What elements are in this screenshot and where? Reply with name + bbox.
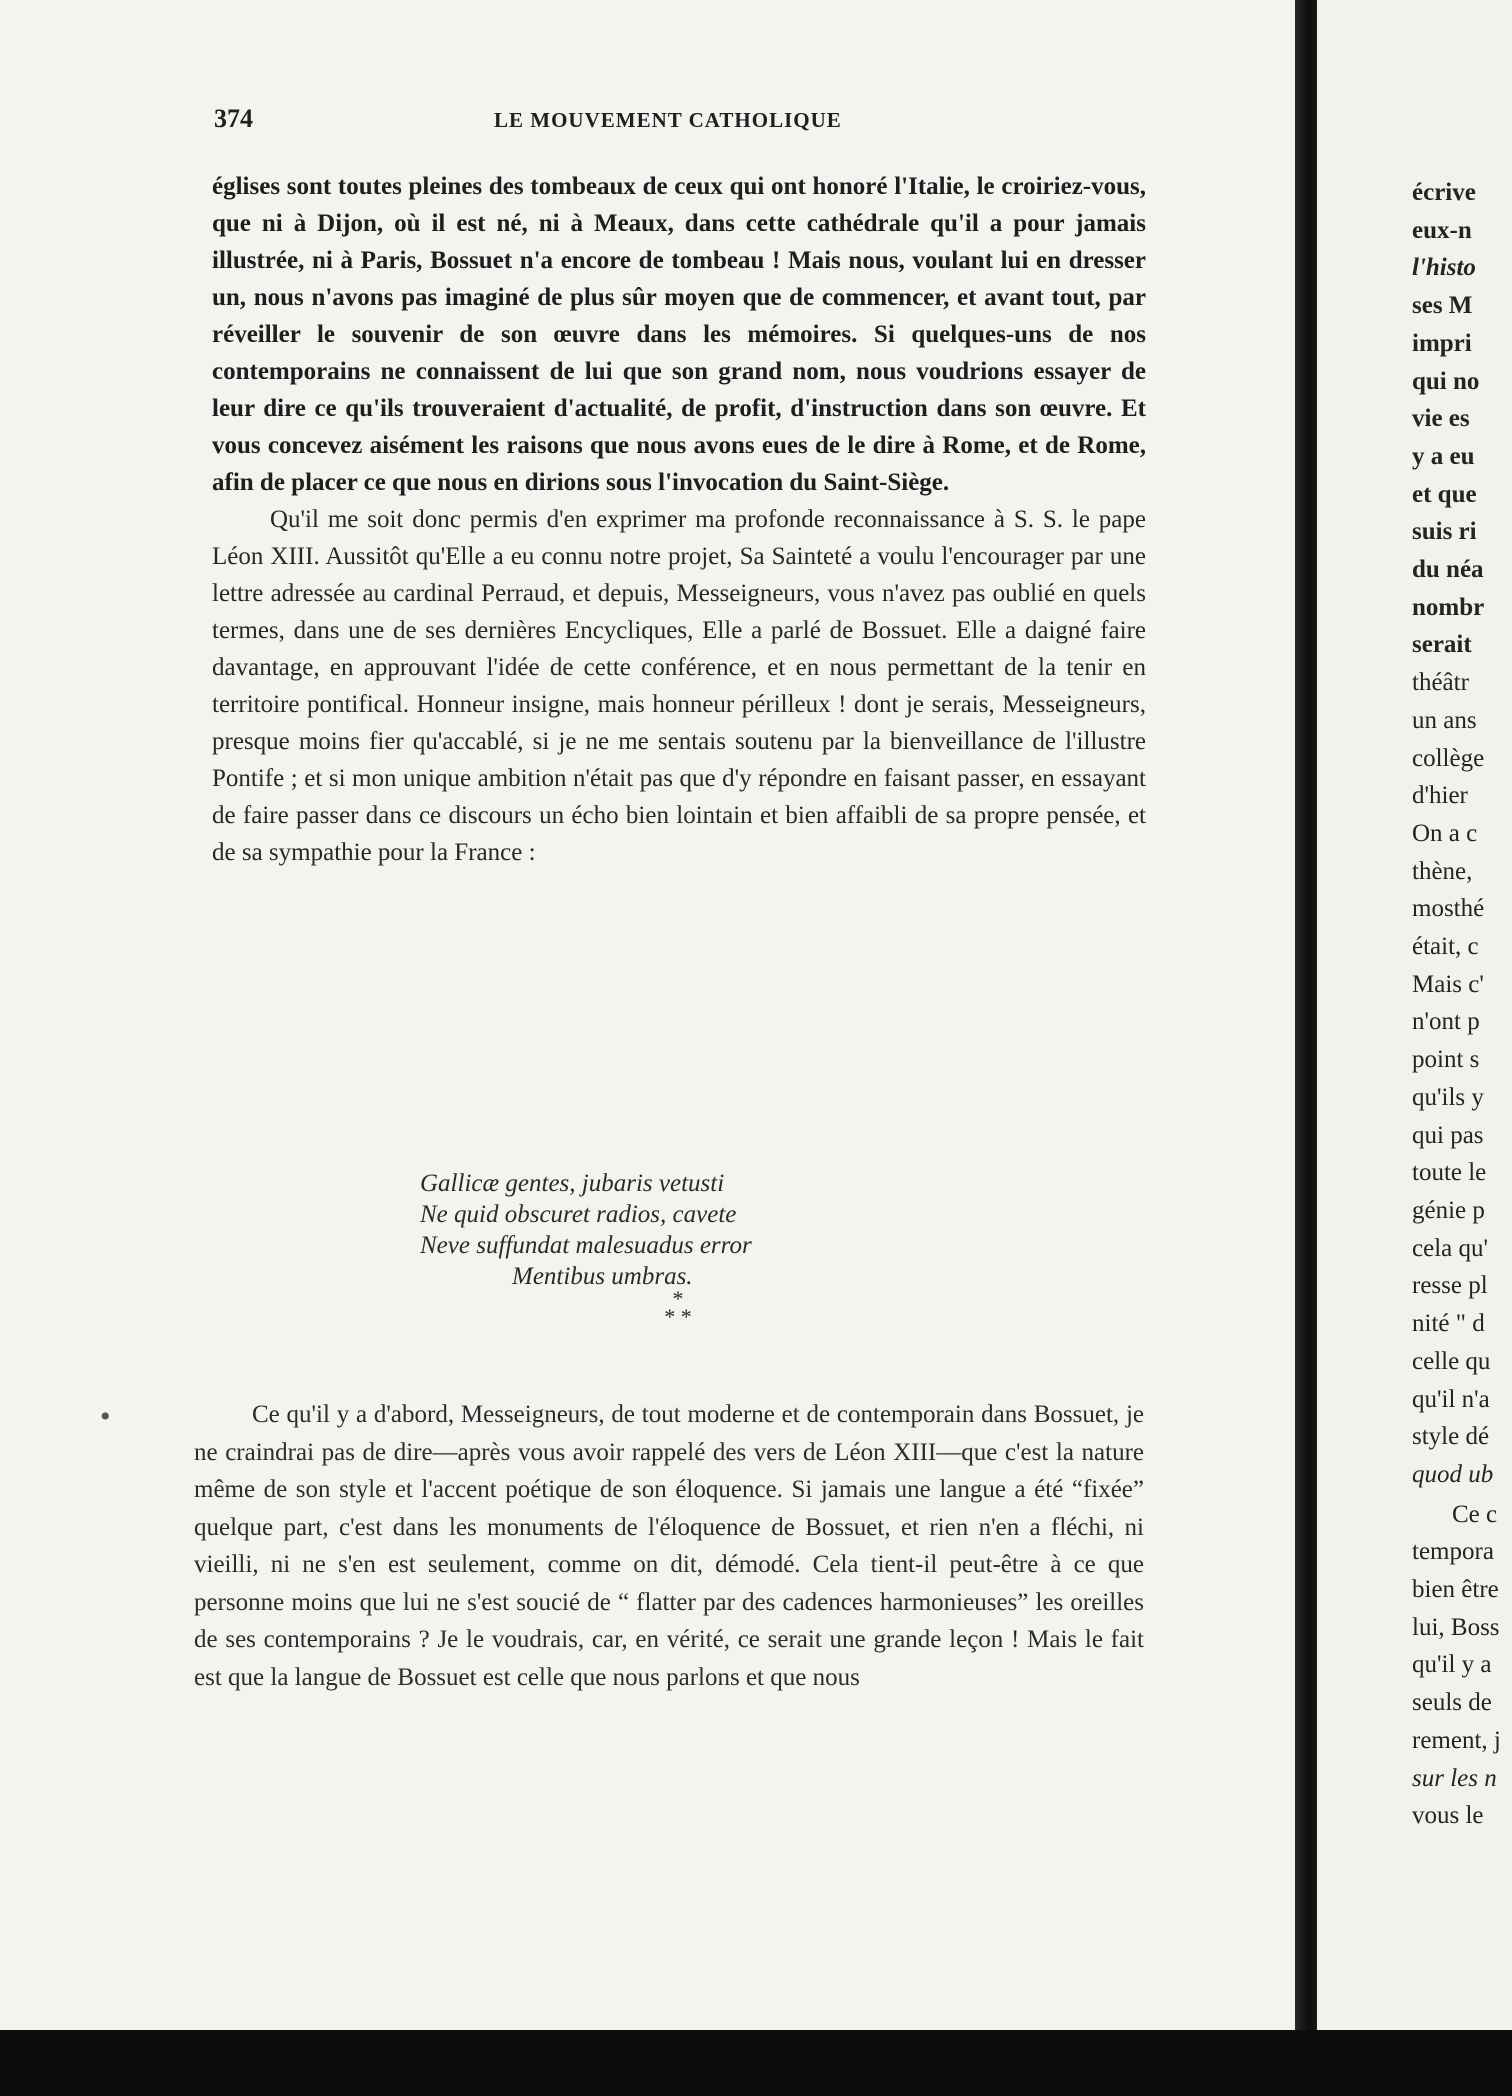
verse-line: Ne quid obscuret radios, cavete bbox=[420, 1201, 737, 1228]
scan-bottom-border bbox=[0, 2030, 1512, 2096]
facing-page-line: resse pl bbox=[1412, 1272, 1488, 1300]
section-asterism bbox=[648, 1286, 708, 1342]
facing-page-line: collège bbox=[1412, 744, 1485, 772]
facing-page-line: n'ont p bbox=[1412, 1008, 1480, 1036]
facing-page-line: y a eu bbox=[1412, 442, 1475, 470]
facing-page-line: Ce c bbox=[1452, 1500, 1498, 1528]
facing-page-line: impri bbox=[1412, 329, 1472, 357]
running-title: LE MOUVEMENT CATHOLIQUE bbox=[494, 108, 842, 132]
latin-verse bbox=[420, 1168, 940, 1292]
facing-page-line: théâtr bbox=[1412, 669, 1469, 697]
facing-page-line: du néa bbox=[1412, 556, 1484, 584]
facing-page-line: écrive bbox=[1412, 179, 1476, 206]
facing-page-line: suis ri bbox=[1412, 518, 1477, 546]
facing-page-line: nombr bbox=[1412, 593, 1485, 621]
facing-page-line: était, c bbox=[1412, 933, 1479, 961]
facing-page-line: celle qu bbox=[1412, 1347, 1491, 1375]
facing-page-line: lui, Boss bbox=[1412, 1613, 1500, 1641]
facing-page-line: bien être bbox=[1412, 1576, 1499, 1604]
facing-page-line: et que bbox=[1412, 480, 1477, 508]
facing-page-line: seuls de bbox=[1412, 1689, 1492, 1717]
facing-page-line: On a c bbox=[1412, 819, 1478, 847]
book-gutter bbox=[1295, 0, 1317, 2096]
speck-mark: • bbox=[100, 1400, 111, 1433]
facing-page-line: un ans bbox=[1412, 706, 1477, 734]
facing-page-line: ses M bbox=[1412, 292, 1473, 320]
facing-page-line: d'hier bbox=[1412, 782, 1468, 810]
facing-page-line: cela qu' bbox=[1412, 1234, 1488, 1262]
facing-page-line: l'histo bbox=[1412, 254, 1476, 282]
facing-page-line: qui pas bbox=[1412, 1121, 1484, 1149]
asterism-top: * bbox=[672, 1286, 684, 1311]
verse-line: Mentibus umbras. bbox=[512, 1263, 693, 1290]
facing-page-line: tempora bbox=[1412, 1538, 1494, 1566]
paragraph-leon-xiii: Qu'il me soit donc permis d'en exprimer ma profonde reconnaissance à S. S. le pape Léon XIII. Aussitôt qu'Elle a eu connu notre projet, Sa Sainteté a voulu l'encourager par une lettre adressée au cardinal Perraud, et depuis, Messeigneurs, vous n'avez pas oublié en quels termes, dans une de ses dernières Encycliques, Elle a parlé de Bossuet. Elle a daigné faire davantage, en approuvant l'idée de cette conférence, et en nous permettant de la tenir en territoire pontifical. Honneur insigne, mais honneur périlleux ! dont je serais, Messeigneurs, presque moins fier qu'accablé, si je ne me sentais soutenu par la bienveillance de l'illustre Pontife ; et si mon unique ambition n'était pas que d'y répondre en faisant passer, en essayant de faire passer dans ce discours un écho bien lointain et bien affaibli de sa propre pensée, et de sa sympathie pour la France : bbox=[212, 506, 1146, 866]
facing-page-line: eux-n bbox=[1412, 216, 1472, 244]
facing-page-line: quod ub bbox=[1412, 1460, 1494, 1488]
facing-page-line: qu'ils y bbox=[1412, 1083, 1484, 1111]
facing-page-line: style dé bbox=[1412, 1423, 1490, 1451]
facing-page-line: génie p bbox=[1412, 1196, 1485, 1224]
facing-page-line: vie es bbox=[1412, 405, 1470, 433]
text-block-lower bbox=[194, 1396, 1144, 1696]
facing-page-line: vous le bbox=[1412, 1802, 1484, 1830]
page-header bbox=[214, 104, 1145, 140]
verse-line: Neve suffundat malesuadus error bbox=[420, 1232, 752, 1259]
verse-line: Gallicæ gentes, jubaris vetusti bbox=[420, 1170, 725, 1197]
facing-page-line: rement, j bbox=[1412, 1726, 1501, 1754]
facing-page-line: mosthé bbox=[1412, 895, 1485, 923]
facing-page-line: Mais c' bbox=[1412, 970, 1484, 998]
facing-page-line: qu'il y a bbox=[1412, 1651, 1492, 1679]
paragraph-continuation: églises sont toutes pleines des tombeaux de ceux qui ont honoré l'Italie, le croiriez-vous, que ni à Dijon, où il est né, ni à Meaux, dans cette cathédrale qu'il a pour jamais illustrée, ni à Paris, Bossuet n'a encore de tombeau ! Mais nous, voulant lui en dresser un, nous n'avons pas imaginé de plus sûr moyen que de commencer, et avant tout, par réveiller le souvenir de son œuvre dans les mémoires. Si quelques-uns de nos contemporains ne connaissent de lui que son grand nom, nous voudrions essayer de leur dire ce qu'ils trouveraient d'actualité, de profit, d'instruction dans son œuvre. Et vous concevez aisément les raisons que nous avons eues de le dire à Rome, et de Rome, afin de placer ce que nous en dirions sous l'invocation du Saint-Siège. bbox=[212, 173, 1146, 496]
facing-page-line: qui no bbox=[1412, 367, 1480, 395]
facing-page-line: toute le bbox=[1412, 1159, 1487, 1187]
facing-page-line: qu'il n'a bbox=[1412, 1385, 1490, 1413]
page-number: 374 bbox=[214, 104, 253, 133]
facing-page-line: serait bbox=[1412, 631, 1472, 659]
facing-page-line: thène, bbox=[1412, 857, 1473, 885]
facing-page-line: sur les n bbox=[1412, 1764, 1497, 1792]
facing-page-text bbox=[1412, 174, 1512, 1835]
asterism-bottom: * * bbox=[664, 1304, 692, 1329]
text-block-upper bbox=[212, 168, 1146, 871]
facing-page-line: nité " d bbox=[1412, 1310, 1485, 1338]
facing-page-line: point s bbox=[1412, 1046, 1480, 1074]
paragraph-style: Ce qu'il y a d'abord, Messeigneurs, de tout moderne et de contemporain dans Bossuet, je ne craindrai pas de dire—après vous avoir rappelé des vers de Léon XIII—que c'est la nature même de son style et l'accent poétique de son éloquence. Si jamais une langue a été “fixée” quelque part, c'est dans les monuments de l'éloquence de Bossuet, et rien n'en a fléchi, ni vieilli, ni ne s'en est seulement, comme on dit, démodé. Cela tient-il peut-être à ce que personne moins que lui ne s'est soucié de “ flatter par des cadences harmonieuses” les oreilles de ses contemporains ? Je le voudrais, car, en vérité, ce serait une grande leçon ! Mais le fait est que la langue de Bossuet est celle que nous parlons et que nous bbox=[194, 1401, 1144, 1691]
